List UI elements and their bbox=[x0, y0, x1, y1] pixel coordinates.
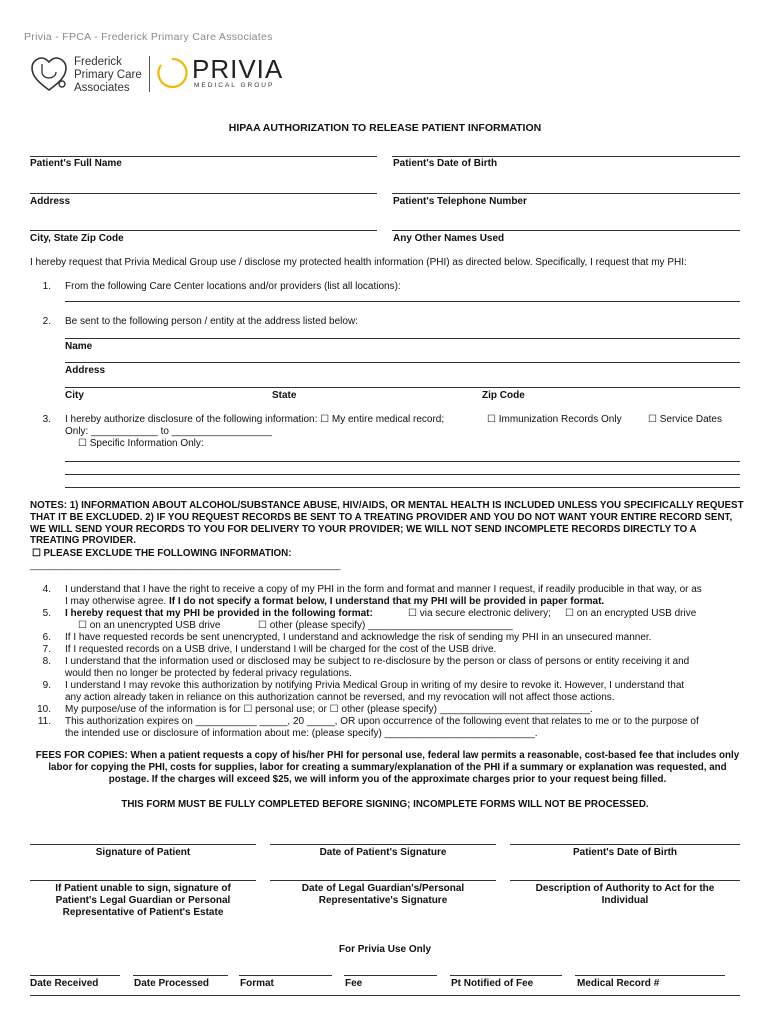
logo-fpca-line2: Primary Care bbox=[74, 69, 142, 81]
format-encrypted-usb[interactable]: ☐ on an encrypted USB drive bbox=[565, 608, 697, 619]
recipient-city-label: City bbox=[65, 390, 84, 401]
authority-line[interactable] bbox=[510, 880, 740, 881]
logo-fpca-line1: Frederick bbox=[74, 56, 122, 68]
other-names-line[interactable] bbox=[392, 230, 740, 231]
patient-name-label: Patient's Full Name bbox=[30, 158, 122, 169]
item5-number: 5. bbox=[42, 608, 51, 619]
format-label: Format bbox=[240, 978, 274, 989]
item3-number: 3. bbox=[42, 414, 51, 425]
format-line[interactable] bbox=[239, 975, 332, 976]
guardian-sig-line[interactable] bbox=[30, 880, 256, 881]
recipient-address-label: Address bbox=[65, 365, 106, 376]
item2-line[interactable] bbox=[65, 338, 740, 339]
item7-text: If I requested records on a USB drive, I understand I will be charged for the cost of the USB drive. bbox=[65, 644, 497, 655]
recipient-state-label: State bbox=[272, 390, 297, 401]
guardian-date-label: Date of Legal Guardian's/Personal Representative's Signature bbox=[301, 883, 465, 906]
medical-record-line[interactable] bbox=[575, 975, 725, 976]
fee-label: Fee bbox=[345, 978, 363, 989]
sig-dob-label: Patient's Date of Birth bbox=[572, 847, 678, 858]
patient-dob-line[interactable] bbox=[392, 156, 740, 157]
logo-fpca-line3: Associates bbox=[74, 82, 130, 94]
recipient-name-label: Name bbox=[65, 341, 93, 352]
item10-number: 10. bbox=[37, 704, 51, 715]
item3-immunization[interactable]: ☐ Immunization Records Only bbox=[487, 414, 622, 425]
item3-specific-info[interactable]: ☐ Specific Information Only: bbox=[78, 438, 204, 449]
intro-text: I hereby request that Privia Medical Group use / disclose my protected health information (PHI) as directed below. Specifically, I request that my PHI: bbox=[30, 257, 687, 268]
date-received-label: Date Received bbox=[30, 978, 99, 989]
item4-text-a: I understand that I have the right to receive a copy of my PHI in the form and format and manner I request, if readily producible in that way, or as bbox=[65, 584, 702, 595]
fee-line[interactable] bbox=[344, 975, 437, 976]
medical-record-label: Medical Record # bbox=[577, 978, 660, 989]
other-names-label: Any Other Names Used bbox=[393, 233, 505, 244]
must-complete-notice: THIS FORM MUST BE FULLY COMPLETED BEFORE SIGNING; INCOMPLETE FORMS WILL NOT BE PROCESSED. bbox=[121, 799, 649, 810]
item3-entire-record[interactable]: I hereby authorize disclosure of the following information: ☐ My entire medical record; bbox=[65, 414, 445, 425]
item1-number: 1. bbox=[42, 281, 51, 292]
sig-patient-line[interactable] bbox=[30, 844, 256, 845]
item2-text: Be sent to the following person / entity at the address listed below: bbox=[65, 316, 358, 327]
item2-number: 2. bbox=[42, 316, 51, 327]
format-unencrypted-usb[interactable]: ☐ on an unencrypted USB drive bbox=[78, 620, 221, 631]
format-other[interactable]: ☐ other (please specify) __________________________ bbox=[258, 620, 513, 631]
item9-text-a: I understand I may revoke this authorization by notifying Privia Medical Group in writing of my desire to revoke it. However, I understand that bbox=[65, 680, 685, 691]
item3-line-1[interactable] bbox=[65, 461, 740, 462]
phone-label: Patient's Telephone Number bbox=[393, 196, 527, 207]
recipient-address-line[interactable] bbox=[65, 387, 740, 388]
item11-text-b[interactable]: the intended use or disclosure of information about me: (please specify) ___________________________. bbox=[65, 728, 538, 739]
exclude-checkbox[interactable]: ☐ PLEASE EXCLUDE THE FOLLOWING INFORMATION: bbox=[32, 548, 292, 559]
office-title: For Privia Use Only bbox=[338, 944, 432, 955]
date-processed-line[interactable] bbox=[133, 975, 228, 976]
item10-text[interactable]: My purpose/use of the information is for ☐ personal use; or ☐ other (please specify) ___________________________. bbox=[65, 704, 593, 715]
item9-text-b: any action already taken in reliance on this authorization cannot be reversed, and my revocation will not affect those actions. bbox=[65, 692, 615, 703]
item3-service-dates[interactable]: ☐ Service Dates bbox=[648, 414, 722, 425]
recipient-name-line[interactable] bbox=[65, 362, 740, 363]
item6-number: 6. bbox=[42, 632, 51, 643]
date-received-line[interactable] bbox=[30, 975, 120, 976]
item11-number: 11. bbox=[37, 716, 51, 727]
patient-dob-label: Patient's Date of Birth bbox=[393, 158, 498, 169]
footer-line bbox=[30, 995, 740, 996]
pt-notified-label: Pt Notified of Fee bbox=[451, 978, 534, 989]
item8-number: 8. bbox=[42, 656, 51, 667]
address-label: Address bbox=[30, 196, 71, 207]
item8-text-b: would then no longer be protected by federal privacy regulations. bbox=[65, 668, 352, 679]
address-line[interactable] bbox=[30, 193, 377, 194]
phone-line[interactable] bbox=[392, 193, 740, 194]
item3-line-3[interactable] bbox=[65, 487, 740, 488]
guardian-sig-label: If Patient unable to sign, signature of Patient's Legal Guardian or Personal Representative of Patient's Estate bbox=[55, 883, 231, 918]
item9-number: 9. bbox=[42, 680, 51, 691]
date-sig-line[interactable] bbox=[270, 844, 496, 845]
header-text: Privia - FPCA - Frederick Primary Care Associates bbox=[24, 31, 273, 43]
item5-text-a: I hereby request that my PHI be provided in the following format: bbox=[65, 608, 373, 619]
city-line[interactable] bbox=[30, 230, 377, 231]
stethoscope-heart-icon bbox=[28, 54, 70, 96]
item6-text: If I have requested records be sent unencrypted, I understand and acknowledge the risk of sending my PHI in an unsecured manner. bbox=[65, 632, 652, 643]
item4-text-b-wrap bbox=[65, 596, 604, 608]
item11-text-a[interactable]: This authorization expires on ___________ _____, 20 _____, OR upon occurrence of the following event that relates to me or to the purpose of bbox=[65, 716, 699, 727]
privia-ring-icon bbox=[156, 56, 188, 90]
sig-patient-label: Signature of Patient bbox=[95, 847, 191, 858]
sig-dob-line[interactable] bbox=[510, 844, 740, 845]
item4-text-c: If I do not specify a format below, I understand that my PHI will be provided in paper format. bbox=[168, 596, 605, 607]
guardian-date-line[interactable] bbox=[270, 880, 496, 881]
logo-divider bbox=[149, 56, 150, 92]
item7-number: 7. bbox=[42, 644, 51, 655]
exclude-line[interactable]: ______________________________________________________________ bbox=[30, 560, 341, 570]
form-title: HIPAA AUTHORIZATION TO RELEASE PATIENT INFORMATION bbox=[228, 122, 542, 134]
format-secure-electronic[interactable]: ☐ via secure electronic delivery; bbox=[408, 608, 551, 619]
patient-name-line[interactable] bbox=[30, 156, 377, 157]
notes-text: NOTES: 1) INFORMATION ABOUT ALCOHOL/SUBSTANCE ABUSE, HIV/AIDS, OR MENTAL HEALTH IS INCLUDED UNLESS YOU SPECIFICALLY REQUEST THAT IT BE EXCLUDED. 2) IF YOU REQUEST RECORDS BE SENT TO A TREATING PROVIDER AND YOU DO NOT WANT YOUR ENTIRE RECORD SENT, WE WILL SEND YOUR RECORDS TO YOU FOR DELIVERY TO YOUR PROVIDER; WE WILL NOT SEND INCOMPLETE RECORDS DIRECTLY TO A TREATING PROVIDER. bbox=[30, 500, 744, 547]
logo bbox=[28, 52, 288, 98]
logo-medical-group: MEDICAL GROUP bbox=[194, 82, 275, 89]
item4-number: 4. bbox=[42, 584, 51, 595]
item4-text-b: I may otherwise agree. bbox=[65, 596, 167, 607]
pt-notified-line[interactable] bbox=[450, 975, 562, 976]
fees-text: FEES FOR COPIES: When a patient requests a copy of his/her PHI for personal use, federal law permits a reasonable, cost-based fee that includes only labor for copying the PHI, costs for supplies, labor for creating a summary/explanation of the PHI if a summary or explanation was requested, and postage. If the charges will exceed $25, we will inform you of the approximate charges prior to your request being filled. bbox=[35, 750, 740, 785]
date-sig-label: Date of Patient's Signature bbox=[319, 847, 447, 858]
city-state-zip-label: City, State Zip Code bbox=[30, 233, 124, 244]
item8-text-a: I understand that the information used or disclosed may be subject to re-disclosure by the person or class of persons or entity receiving it and bbox=[65, 656, 690, 667]
date-processed-label: Date Processed bbox=[134, 978, 210, 989]
item1-text: From the following Care Center locations and/or providers (list all locations): bbox=[65, 281, 401, 292]
item3-line-2[interactable] bbox=[65, 474, 740, 475]
item1-line[interactable] bbox=[65, 301, 740, 302]
recipient-zip-label: Zip Code bbox=[482, 390, 525, 401]
item3-date-range[interactable]: Only: ____________ to __________________ bbox=[65, 426, 272, 437]
logo-privia: PRIVIA bbox=[192, 54, 284, 84]
authority-label: Description of Authority to Act for the Individual bbox=[535, 883, 715, 906]
